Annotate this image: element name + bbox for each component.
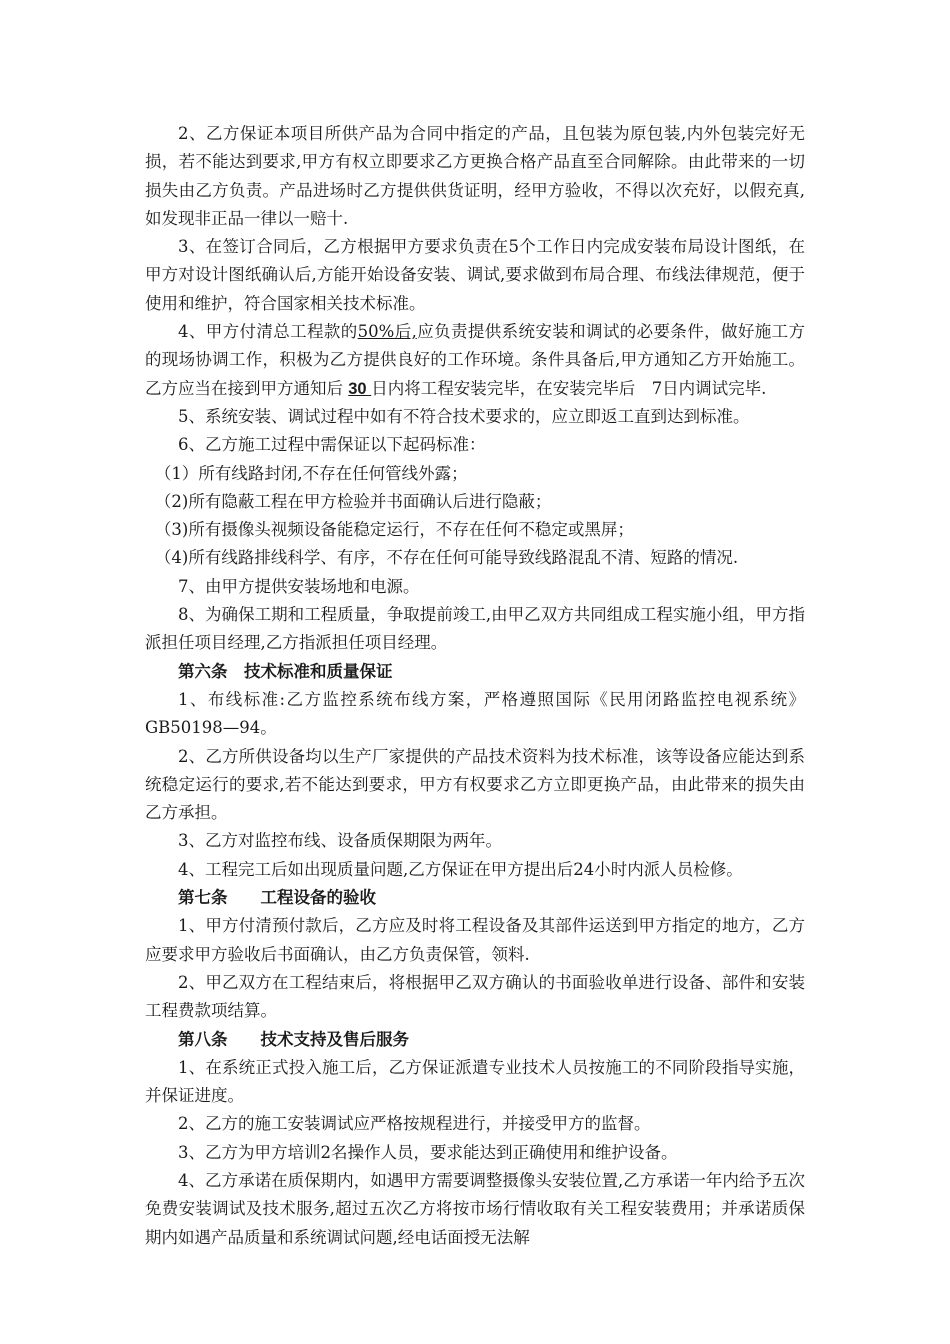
article-8-item-1: 1、在系统正式投入施工后，乙方保证派遣专业技术人员按施工的不同阶段指导实施，并保证进度。 xyxy=(145,1057,805,1106)
clause-5-item-7: 7、由甲方提供安装场地和电源。 xyxy=(178,576,420,596)
article-8-item-2: 2、乙方的施工安装调试应严格按规程进行，并接受甲方的监督。 xyxy=(178,1114,651,1134)
item-4-text-a: 4、甲方付清总工程款的 xyxy=(178,322,358,342)
article-6-item-4: 4、工程完工后如出现质量问题,乙方保证在甲方提出后24小时内派人员检修。 xyxy=(178,859,743,879)
article-6-heading: 第六条 技术标准和质量保证 xyxy=(178,661,393,681)
article-6-item-1: 1、布线标准:乙方监控系统布线方案，严格遵照国际《民用闭路监控电视系统》GB50198—94。 xyxy=(145,689,805,738)
contract-page xyxy=(145,120,805,1252)
article-6-item-3: 3、乙方对监控布线、设备质保期限为两年。 xyxy=(178,831,502,851)
item-4-text-c: 日内将工程安装完毕，在安装完毕后 7日内调试完毕. xyxy=(371,378,767,398)
article-7-heading: 第七条 工程设备的验收 xyxy=(178,888,376,908)
clause-5-item-4 xyxy=(145,318,805,403)
clause-5-item-2: 2、乙方保证本项目所供产品为合同中指定的产品，且包装为原包装,内外包装完好无损，若不能达到要求,甲方有权立即要求乙方更换合格产品直至合同解除。由此带来的一切损失由乙方负责。产品进场时乙方提供供货证明，经甲方验收，不得以次充好，以假充真,如发现非正品一律以一赔十. xyxy=(145,124,805,228)
clause-5-item-3: 3、在签订合同后，乙方根据甲方要求负责在5个工作日内完成安装布局设计图纸，在甲方对设计图纸确认后,方能开始设备安装、调试,要求做到布局合理、布线法律规范，便于使用和维护，符合国家相关技术标准。 xyxy=(145,237,805,313)
article-8-item-3: 3、乙方为甲方培训2名操作人员，要求能达到正确使用和维护设备。 xyxy=(178,1142,678,1162)
article-8-heading: 第八条 技术支持及售后服务 xyxy=(178,1029,409,1049)
item-4-text-b: 应负责提供系统安装和调试的必要条件，做好施工方的现场协调工作，积极为乙方提供良好的工作环境。条件具备后,甲方通知乙方开始施工。乙方应当在接到甲方通知后 xyxy=(145,322,806,398)
item-4-days: 30 xyxy=(348,379,372,398)
item-4-percentage: 50%后, xyxy=(357,322,417,342)
item-6-sub-1: （1）所有线路封闭,不存在任何管线外露； xyxy=(154,463,468,483)
clause-5-item-8: 8、为确保工期和工程质量，争取提前竣工,由甲乙双方共同组成工程实施小组，甲方指派担任项目经理,乙方指派担任项目经理。 xyxy=(145,605,805,653)
clause-5-item-6: 6、乙方施工过程中需保证以下起码标准： xyxy=(178,435,486,455)
article-6-item-2: 2、乙方所供设备均以生产厂家提供的产品技术资料为技术标准，该等设备应能达到系统稳定运行的要求,若不能达到要求，甲方有权要求乙方立即更换产品，由此带来的损失由乙方承担。 xyxy=(145,746,805,823)
item-6-sub-4: （4)所有线路排线科学、有序，不存在任何可能导致线路混乱不清、短路的情况. xyxy=(154,548,739,568)
item-6-sub-2: （2)所有隐蔽工程在甲方检验并书面确认后进行隐蔽； xyxy=(154,491,552,511)
clause-5-item-5: 5、系统安装、调试过程中如有不符合技术要求的，应立即返工直到达到标准。 xyxy=(178,406,750,426)
article-7-item-2: 2、甲乙双方在工程结束后，将根据甲乙双方确认的书面验收单进行设备、部件和安装工程费款项结算。 xyxy=(145,972,805,1021)
item-6-sub-3: （3)所有摄像头视频设备能稳定运行，不存在任何不稳定或黑屏； xyxy=(154,520,634,540)
article-7-item-1: 1、甲方付清预付款后，乙方应及时将工程设备及其部件运送到甲方指定的地方，乙方应要求甲方验收后书面确认，由乙方负责保管，领料. xyxy=(145,916,805,964)
article-8-item-4: 4、乙方承诺在质保期内，如遇甲方需要调整摄像头安装位置,乙方承诺一年内给予五次免费安装调试及技术服务,超过五次乙方将按市场行情收取有关工程安装费用；并承诺质保期内如遇产品质量和系统调试问题,经电话面授无法解 xyxy=(145,1170,805,1247)
